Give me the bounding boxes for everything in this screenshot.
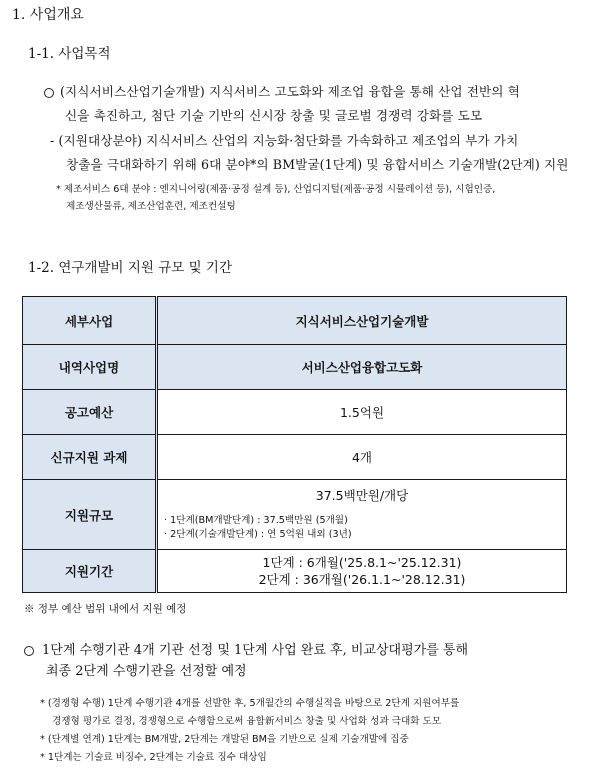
value-sub-project-name: 서비스산업융합고도화 <box>157 345 567 390</box>
six-fields-note-line1: * 제조서비스 6대 분야 : 엔지니어링(제품·공정 설계 등), 산업디지털(제품·공정 시뮬레이션 등), 시험인증, <box>56 184 496 195</box>
support-scale-detail2: · 2단계(기술개발단계) : 연 5억원 내외 (3년) <box>164 529 352 540</box>
label-support-period: 지원기간 <box>23 550 157 593</box>
target-area-line2: 창출을 극대화하기 위해 6대 분야*의 BM발굴(1단계) 및 융합서비스 기술개발(2단계) 지원 <box>66 157 569 172</box>
label-sub-project-name: 내역사업명 <box>23 345 157 390</box>
support-scale-main: 37.5백만원/개당 <box>315 488 409 503</box>
selection-bullet-line2: 최종 2단계 수행기관을 선정할 예정 <box>46 664 247 679</box>
table-row <box>23 297 567 345</box>
label-detail-project: 세부사업 <box>23 297 157 345</box>
table-row <box>23 390 567 435</box>
purpose-bullet-line1 <box>44 81 520 100</box>
support-scale-detail1: · 1단계(BM개발단계) : 37.5백만원 (5개월) <box>164 515 348 526</box>
competitive-note-line2: 경쟁형 평가로 결정, 경쟁형으로 수행함으로써 융합新서비스 창출 및 사업화 성과 극대화 도모 <box>52 716 442 727</box>
support-period-line2: 2단계 : 36개월('26.1.1~'28.12.31) <box>258 572 466 587</box>
section-title: 1. 사업개요 <box>12 7 84 23</box>
value-new-projects: 4개 <box>157 435 567 480</box>
purpose-bullet-text1: (지식서비스산업기술개발) 지식서비스 고도화와 제조업 융합을 통해 산업 전반의 혁 <box>60 84 520 99</box>
value-detail-project: 지식서비스산업기술개발 <box>157 297 567 345</box>
circle-bullet-icon <box>44 88 54 98</box>
table-row <box>23 480 567 550</box>
value-support-scale <box>157 480 567 550</box>
subsection-title-purpose: 1-1. 사업목적 <box>28 46 111 62</box>
royalty-note: * 1단계는 기술료 비징수, 2단계는 기술료 징수 대상임 <box>40 752 267 763</box>
circle-bullet-icon <box>24 646 34 656</box>
purpose-bullet-line2: 신을 촉진하고, 첨단 기술 기반의 신시장 창출 및 글로벌 경쟁력 강화를 도모 <box>65 108 483 123</box>
table-row <box>23 550 567 593</box>
value-support-period <box>157 550 567 593</box>
target-area-line1: - (지원대상분야) 지식서비스 산업의 지능화·첨단화를 가속화하고 제조업의 부가 가치 <box>50 133 519 148</box>
support-period-line1: 1단계 : 6개월('25.8.1~'25.12.31) <box>262 555 462 570</box>
table-row <box>23 435 567 480</box>
selection-bullet-text1: 1단계 수행기관 4개 기관 선정 및 1단계 사업 완료 후, 비교상대평가를 통해 <box>42 643 469 658</box>
selection-bullet-line1 <box>24 639 468 658</box>
table-note: ※ 정부 예산 범위 내에서 지원 예정 <box>24 603 187 615</box>
budget-table <box>22 296 567 593</box>
label-new-projects: 신규지원 과제 <box>23 435 157 480</box>
competitive-note-line1: * (경쟁형 수행) 1단계 수행기관 4개를 선발한 후, 5개월간의 수행실적을 바탕으로 2단계 지원여부를 <box>40 698 460 709</box>
six-fields-note-line2: 제조생산물류, 제조산업훈련, 제조컨설팅 <box>66 201 236 212</box>
stage-link-note: * (단계별 연계) 1단계는 BM개발, 2단계는 개발된 BM을 기반으로 실제 기술개발에 집중 <box>40 734 409 745</box>
table-row <box>23 345 567 390</box>
value-announced-budget: 1.5억원 <box>157 390 567 435</box>
label-announced-budget: 공고예산 <box>23 390 157 435</box>
label-support-scale: 지원규모 <box>23 480 157 550</box>
subsection-title-budget: 1-2. 연구개발비 지원 규모 및 기간 <box>28 260 232 276</box>
